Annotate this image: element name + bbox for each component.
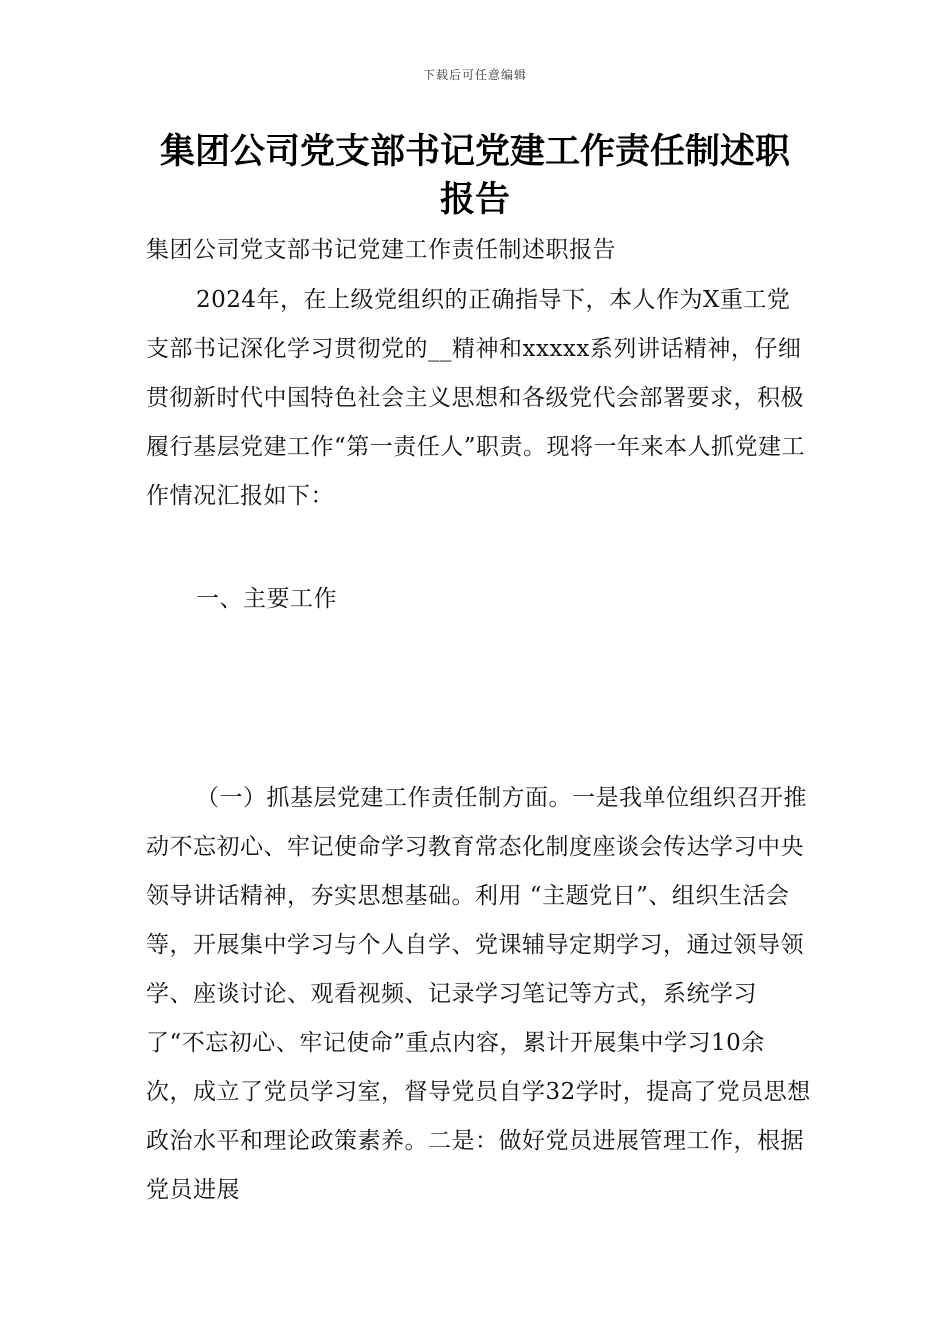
- document-title: [140, 128, 810, 224]
- header-note: 下载后可任意编辑: [422, 68, 527, 82]
- document-title-line-1: 集团公司党支部书记党建工作责任制述职: [159, 132, 790, 172]
- section-heading-main-work: 一、主要工作: [196, 586, 337, 612]
- paragraph-party-building-responsibility: （一）抓基层党建工作责任制方面。一是我单位组织召开推动不忘初心、牢记使命学习教育常态化制度座谈会传达学习中央领导讲话精神，夯实思想基础。利用 “主题党日”、组织生活会等，开展集中学习与个人自学、党课辅导定期学习，通过领导领学、座谈讨论、观看视频、记录学习笔记等方式，系统学习了“不忘初心、牢记使命”重点内容，累计开展集中学习10余次，成立了党员学习室，督导党员自学32学时，提高了党员思想政治水平和理论政策素养。二是：做好党员进展管理工作，根据党员进展: [146, 785, 811, 1203]
- paragraph-intro: 2024年，在上级党组织的正确指导下，本人作为X重工党支部书记深化学习贯彻党的__精神和xxxxx系列讲话精神，仔细贯彻新时代中国特色社会主义思想和各级党代会部署要求，积极履行基层党建工作“第一责任人”职责。现将一年来本人抓党建工作情况汇报如下：: [146, 287, 806, 509]
- document-subtitle: 集团公司党支部书记党建工作责任制述职报告: [146, 237, 616, 263]
- document-title-line-2: 报告: [439, 180, 510, 220]
